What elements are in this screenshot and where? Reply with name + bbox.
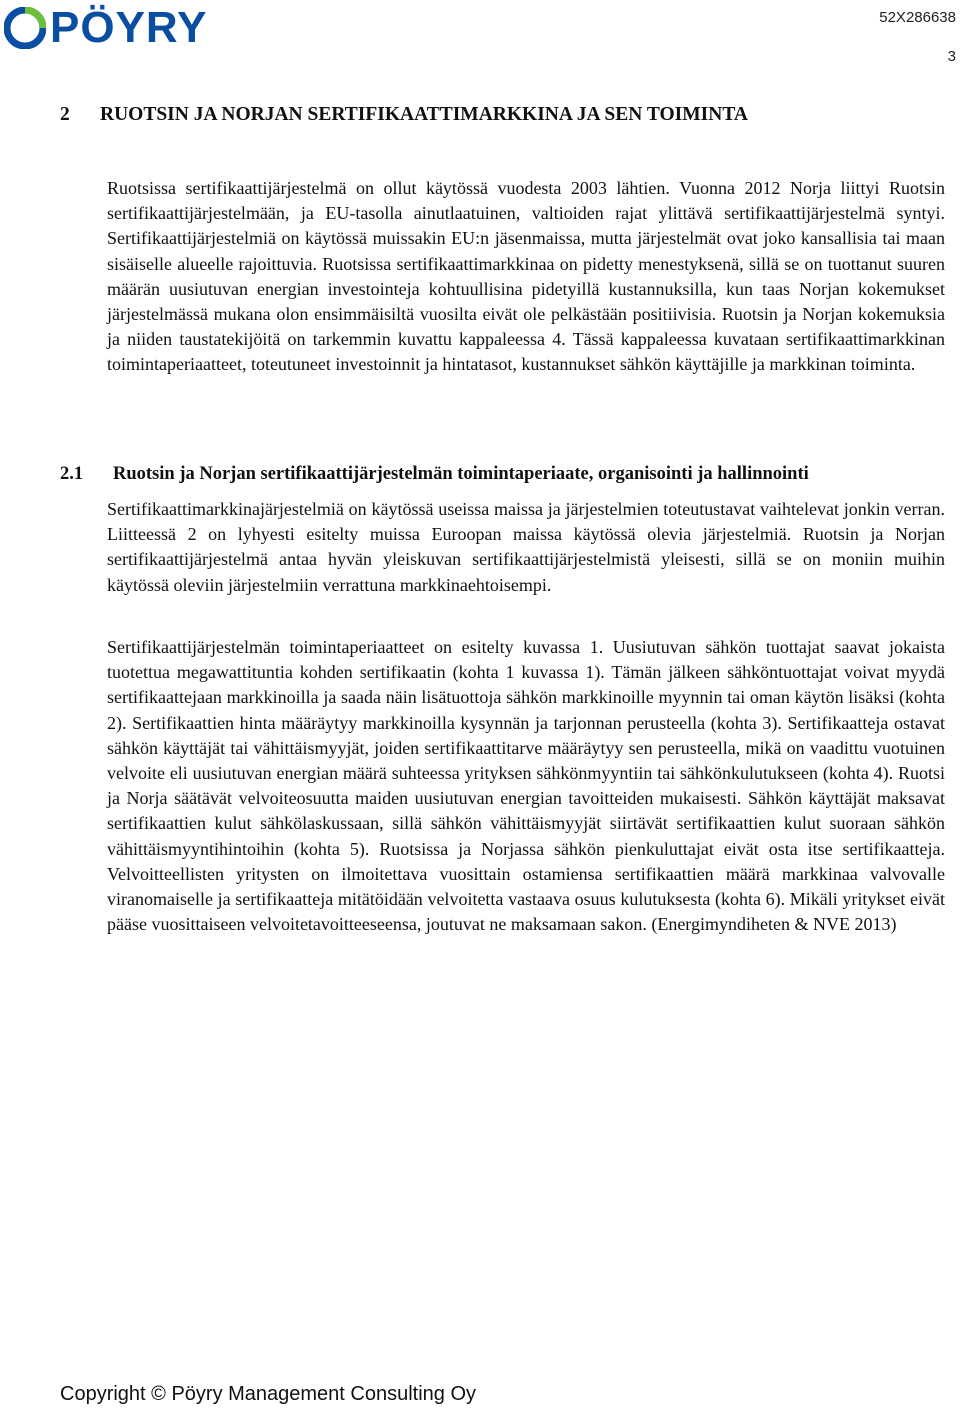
subsection-number: 2.1 xyxy=(60,464,84,484)
footer-copyright: Copyright © Pöyry Management Consulting Oy xyxy=(60,1383,477,1405)
subsection-title: Ruotsin ja Norjan sertifikaattijärjestelmän toimintaperiaate, organisointi ja hallinnointi xyxy=(113,464,809,484)
section-title: RUOTSIN JA NORJAN SERTIFIKAATTIMARKKINA JA SEN TOIMINTA xyxy=(100,104,748,125)
subsection-paragraph-2: Sertifikaattijärjestelmän toimintaperiaatteet on esitelty kuvassa 1. Uusiutuvan sähkön tuottajat saavat jokaista tuotettua megawattituntia kohden sertifikaatin (kohta 1 kuvassa 1). Tämän jälkeen sähköntuottajat voivat myydä sertifikaattejaan markkinoilla ja saada näin lisätuottoja sähkön markkinoille myynnin tai oman käytön lisäksi (kohta 2). Sertifikaattien hinta määräytyy markkinoilla kysynnän ja tarjonnan perusteella (kohta 3). Sertifikaatteja ostavat sähkön käyttäjät tai vähittäismyyjät, joiden sertifikaattitarve määräytyy sen perusteella, mikä on vaadittu vuotuinen velvoite eli uusiutuvan energian määrä suhteessa yrityksen sähkönmyyntiin tai sähkönkulutukseen (kohta 4). Ruotsi ja Norja säätävät velvoiteosuutta maiden uusiutuvan energian tavoitteiden mukaisesti. Sähkön käyttäjät maksavat sertifikaattien kulut sähkölaskussaan, sillä sähkön vähittäismyyjät siirtävät sertifikaattien kulut suoraan sähkön vähittäismyyntihintoihin (kohta 5). Ruotsissa ja Norjassa sähkön pienkuluttajat eivät osta itse sertifikaatteja. Velvoitteellisten yritysten on ilmoitettava vuosittain ostamiensa sertifikaattien määrä markkinaa valvovalle viranomaiselle ja sertifikaatteja mitätöidään velvoitetta vastaava osuus kulutuksesta (kohta 6). Mikäli yritykset eivät pääse vuosittaiseen velvoitetavoitteeseensa, joutuvat ne maksamaan sakon. (Energimyndiheten & NVE 2013) xyxy=(107,637,945,935)
section-number: 2 xyxy=(60,104,70,125)
subsection-heading xyxy=(60,464,950,485)
section-heading xyxy=(60,104,940,126)
page-number: 3 xyxy=(947,48,956,65)
section-paragraph: Ruotsissa sertifikaattijärjestelmä on ollut käytössä vuodesta 2003 lähtien. Vuonna 2012 Norja liittyi Ruotsin sertifikaattijärjestelmään, ja EU-tasolla ainutlaatuinen, valtioiden rajat ylittävä sertifikaattijärjestelmä syntyi. Sertifikaattijärjestelmiä on käytössä muissakin EU:n jäsenmaissa, mutta järjestelmät ovat joko kansallisia tai maan sisäiselle alueelle rajoittuvia. Ruotsissa sertifikaattimarkkinaa on pidetty menestyksenä, sillä se on tuottanut suuren määrän uusiutuvan energian investointeja kohtuullisina pidetyillä kustannuksilla, kun taas Norjan kokemukset järjestelmässä mukana olon ensimmäisiltä vuosilta eivät ole pelkästään positiivisia. Ruotsin ja Norjan kokemuksia ja niiden taustatekijöitä on tarkemmin kuvattu kappaleessa 4. Tässä kappaleessa kuvataan sertifikaattimarkkinan toimintaperiaatteet, toteutuneet investoinnit ja hintatasot, kustannukset sähkön käyttäjille ja markkinan toiminta. xyxy=(107,178,945,375)
company-logo xyxy=(4,3,208,52)
document-id: 52X286638 xyxy=(879,9,956,26)
poyry-logo-icon xyxy=(4,7,46,49)
logo-wordmark: PÖYRY xyxy=(50,3,208,52)
subsection-paragraph-1: Sertifikaattimarkkinajärjestelmiä on käytössä useissa maissa ja järjestelmien toteutustavat vaihtelevat jonkin verran. Liitteessä 2 on lyhyesti esitelty muissa Euroopan maissa käytössä olevia järjestelmiä. Ruotsin ja Norjan sertifikaattijärjestelmä antaa hyvän yleiskuvan sertifikaattijärjestelmistä yleisesti, sillä se on moniin muihin käytössä oleviin järjestelmiin verrattuna markkinaehtoisempi. xyxy=(107,499,945,595)
page-header xyxy=(0,0,960,65)
